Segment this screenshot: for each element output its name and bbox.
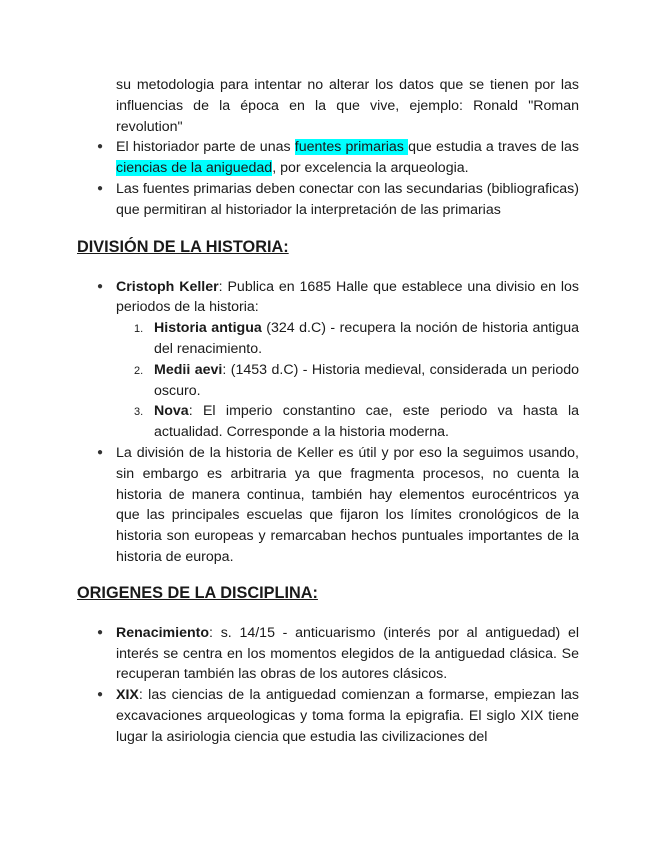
bold-term: XIX: [116, 687, 139, 704]
number-marker: 2.: [134, 364, 144, 377]
bullet-marker: ●: [97, 182, 104, 194]
bold-term: Nova: [154, 403, 189, 420]
list-item: [116, 360, 579, 402]
number-marker: 3.: [134, 406, 144, 419]
text-span: : las ciencias de la antiguedad comienzan a formarse, empiezan las excavaciones arqueologicas y toma forma la epigrafia. El siglo XIX tiene lugar la asiriologia ciencia que estudia las civilizaciones del: [116, 687, 579, 745]
bullet-marker: ●: [97, 446, 104, 458]
bold-term: Cristoph Keller: [116, 278, 219, 295]
highlighted-text: fuentes primarias: [294, 139, 409, 156]
list-item: [77, 623, 579, 685]
section-heading-division: DIVISIÓN DE LA HISTORIA:: [77, 237, 289, 256]
list-item: [77, 277, 579, 443]
continuation-paragraph: su metodologia para intentar no alterar los datos que se tienen por las influencias de la época en la que vive, ejemplo: Ronald "Roman revolution": [116, 77, 579, 135]
origenes-bullet-list: [77, 623, 579, 748]
text-span: Las fuentes primarias deben conectar con las secundarias (bibliograficas) que permitiran al historiador la interpretación de las primarias: [116, 180, 579, 218]
highlighted-text: ciencias de la aniguedad: [116, 160, 273, 177]
list-item: [77, 685, 579, 747]
text-span: : Publica en 1685 Halle que establece una divisio en los periodos de la historia:: [116, 278, 579, 316]
document-content: [77, 75, 579, 748]
list-item: [116, 318, 579, 360]
numbered-list: [116, 318, 579, 443]
intro-bullet-list: [77, 137, 579, 220]
bullet-marker: ●: [97, 689, 104, 701]
list-item: [77, 137, 579, 179]
list-item: [116, 401, 579, 443]
bullet-marker: ●: [97, 626, 104, 638]
number-marker: 1.: [134, 323, 144, 336]
list-item: [77, 443, 579, 568]
text-span: que estudia a traves de las: [408, 139, 579, 156]
bold-term: Historia antigua: [154, 320, 262, 337]
bold-term: Medii aevi: [154, 361, 223, 378]
bullet-marker: ●: [97, 280, 104, 292]
text-span: : (1453 d.C) - Historia medieval, considerada un periodo oscuro.: [154, 361, 579, 399]
list-item: [77, 179, 579, 221]
division-bullet-list: [77, 277, 579, 568]
text-span: La división de la historia de Keller es útil y por eso la seguimos usando, sin embargo es arbitraria ya que fragmenta procesos, no cuenta la historia de manera continua, también hay elementos eurocéntricos ya que las principales escuelas que fijaron los límites cronológicos de la historia son europeas y remarcaban hechos puntuales importantes de la historia de europa.: [116, 444, 579, 565]
text-span: (324 d.C) - recupera la noción de historia antigua del renacimiento.: [154, 320, 579, 357]
bullet-marker: ●: [97, 141, 104, 153]
section-heading-origenes: ORIGENES DE LA DISCIPLINA:: [77, 583, 318, 602]
text-span: : s. 14/15 - anticuarismo (interés por al antiguedad) el interés se centra en los momentos elegidos de la antiguedad clásica. Se recuperan también las obras de los autores clásicos.: [116, 624, 579, 683]
text-span: El historiador parte de unas: [116, 139, 295, 156]
bold-term: Renacimiento: [116, 624, 210, 641]
text-span: , por excelencia la arqueologia.: [272, 160, 469, 177]
text-span: : El imperio constantino cae, este periodo va hasta la actualidad. Corresponde a la historia moderna.: [154, 403, 579, 441]
